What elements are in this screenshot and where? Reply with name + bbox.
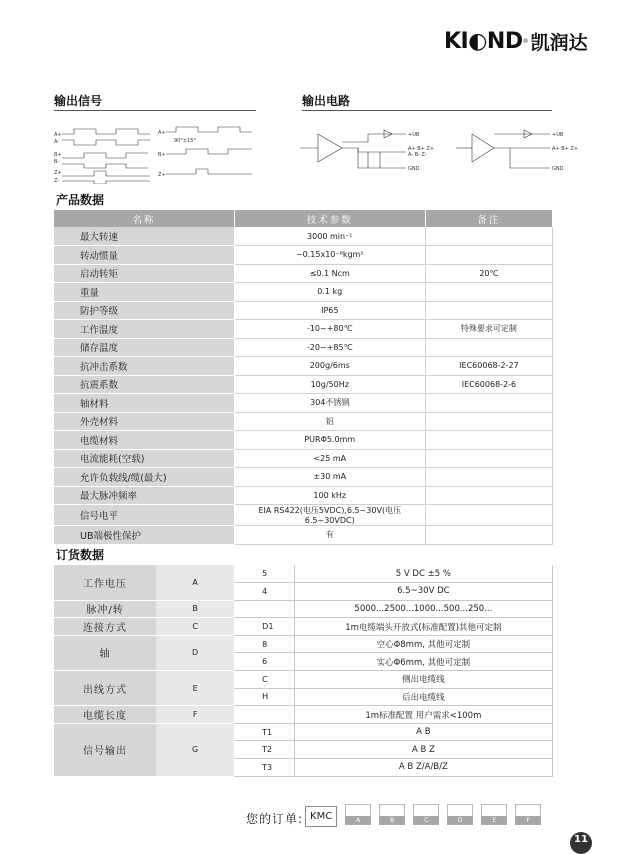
order-option-desc: 1m电缆端头开放式(标准配置)其他可定制 xyxy=(294,618,552,636)
signal-label: Z- xyxy=(54,178,60,184)
order-field-code: D xyxy=(156,635,234,670)
signal-waveform-diagram xyxy=(54,126,264,184)
order-field-name: 轴 xyxy=(54,635,156,670)
order-field-name: 电缆长度 xyxy=(54,706,156,724)
table-row xyxy=(54,375,553,394)
table-row xyxy=(54,246,553,265)
param-name: 最大转速 xyxy=(54,227,234,246)
param-value: 3000 min⁻¹ xyxy=(234,227,425,246)
table-row xyxy=(54,526,553,545)
order-option-code: H xyxy=(234,688,294,706)
table-row xyxy=(54,618,553,636)
order-option-desc: 5000...2500...1000...500...250... xyxy=(294,600,552,618)
table-row xyxy=(54,635,553,653)
param-note: IEC60068-2-6 xyxy=(425,375,552,394)
table-row xyxy=(54,338,553,357)
section-divider xyxy=(54,110,256,111)
circuit-label: A- B- Z- xyxy=(408,152,427,158)
order-code-slot[interactable] xyxy=(413,804,439,825)
column-header: 技术参数 xyxy=(234,210,425,227)
param-note xyxy=(425,468,552,487)
signal-label: B+ xyxy=(54,152,62,158)
signal-label: B+ xyxy=(158,152,166,158)
param-name: 抗震系数 xyxy=(54,375,234,394)
order-option-desc: 5 V DC ±5 % xyxy=(294,565,552,583)
table-row xyxy=(54,412,553,431)
table-row xyxy=(54,505,553,526)
order-code-builder xyxy=(246,804,541,827)
order-option-code: C xyxy=(234,671,294,689)
table-row xyxy=(54,449,553,468)
param-note xyxy=(425,431,552,450)
order-field-name: 出线方式 xyxy=(54,671,156,706)
order-field-name: 脉冲/转 xyxy=(54,600,156,618)
table-row xyxy=(54,723,553,741)
table-row xyxy=(54,227,553,246)
section-title-output-circuit: 输出电路 xyxy=(302,94,351,108)
param-value: -20~+85℃ xyxy=(234,338,425,357)
order-option-code: D1 xyxy=(234,618,294,636)
order-field-code: A xyxy=(156,565,234,600)
order-code-slot[interactable] xyxy=(379,804,405,825)
param-note xyxy=(425,486,552,505)
table-header-row xyxy=(54,210,553,227)
slot-label: D xyxy=(447,816,473,825)
param-value: -10~+80℃ xyxy=(234,320,425,339)
slot-entry[interactable] xyxy=(413,804,439,816)
slot-label: B xyxy=(379,816,405,825)
param-name: 允许负载线/缆(最大) xyxy=(54,468,234,487)
circuit-label: +UB xyxy=(408,132,420,138)
param-note xyxy=(425,449,552,468)
table-row xyxy=(54,468,553,487)
output-circuit-diagram xyxy=(298,124,578,176)
slot-entry[interactable] xyxy=(515,804,541,816)
order-option-code xyxy=(234,706,294,724)
param-name: 最大脉冲频率 xyxy=(54,486,234,505)
order-option-code: 8 xyxy=(234,635,294,653)
slot-label: C xyxy=(413,816,439,825)
param-note xyxy=(425,338,552,357)
table-row xyxy=(54,486,553,505)
signal-label: Z+ xyxy=(158,172,166,178)
slot-label: E xyxy=(481,816,507,825)
order-field-code: B xyxy=(156,600,234,618)
registered-mark: ® xyxy=(522,38,529,45)
table-row xyxy=(54,283,553,302)
table-row xyxy=(54,565,553,583)
param-name: 防护等级 xyxy=(54,301,234,320)
param-name: 轴材料 xyxy=(54,394,234,413)
order-option-desc: 后出电缆线 xyxy=(294,688,552,706)
param-note xyxy=(425,246,552,265)
param-name: 工作温度 xyxy=(54,320,234,339)
circuit-label: +UB xyxy=(552,132,564,138)
order-option-desc: 侧出电缆线 xyxy=(294,671,552,689)
order-option-code: 6 xyxy=(234,653,294,671)
param-value: <25 mA xyxy=(234,449,425,468)
section-title-order-data: 订货数据 xyxy=(56,548,105,562)
param-name: 外壳材料 xyxy=(54,412,234,431)
table-row xyxy=(54,301,553,320)
table-row xyxy=(54,706,553,724)
order-data-table xyxy=(54,565,553,777)
order-code-slot[interactable] xyxy=(345,804,371,825)
order-field-name: 连接方式 xyxy=(54,618,156,636)
circuit-label: A+ B+ Z+ xyxy=(552,146,578,152)
table-row xyxy=(54,600,553,618)
column-header: 备注 xyxy=(425,210,552,227)
param-note xyxy=(425,526,552,545)
param-value: IP65 xyxy=(234,301,425,320)
section-title-output-signal: 输出信号 xyxy=(54,94,103,108)
brand-name-cn: 凯润达 xyxy=(530,32,588,54)
param-value: PURΦ5.0mm xyxy=(234,431,425,450)
order-code-slot[interactable] xyxy=(447,804,473,825)
order-field-name: 信号输出 xyxy=(54,723,156,776)
param-name: 信号电平 xyxy=(54,505,234,526)
param-note xyxy=(425,301,552,320)
table-row xyxy=(54,671,553,689)
order-option-desc: A B Z/A/B/Z xyxy=(294,759,552,777)
order-option-code: 4 xyxy=(234,583,294,601)
order-option-desc: 实心Φ6mm, 其他可定制 xyxy=(294,653,552,671)
order-option-code: T1 xyxy=(234,723,294,741)
table-row xyxy=(54,320,553,339)
param-name: 电流能耗(空载) xyxy=(54,449,234,468)
param-note xyxy=(425,394,552,413)
section-divider xyxy=(302,110,552,111)
param-note xyxy=(425,505,552,526)
slot-entry[interactable] xyxy=(481,804,507,816)
order-option-desc: 1m标准配置 用户需求<100m xyxy=(294,706,552,724)
order-option-code: T2 xyxy=(234,741,294,759)
circuit-label: GND xyxy=(552,166,564,172)
param-note: 20℃ xyxy=(425,264,552,283)
section-title-product-data: 产品数据 xyxy=(56,193,105,207)
order-option-code: 5 xyxy=(234,565,294,583)
param-value: 0.1 kg xyxy=(234,283,425,302)
signal-label: A+ xyxy=(158,130,166,136)
brand-name: KI◐ND xyxy=(444,29,523,54)
table-row xyxy=(54,394,553,413)
table-row xyxy=(54,431,553,450)
signal-label: A+ xyxy=(54,132,62,138)
param-value: 有 xyxy=(234,526,425,545)
circuit-label: A+ B+ Z+ xyxy=(408,146,435,152)
order-field-name: 工作电压 xyxy=(54,565,156,600)
param-name: 启动转矩 xyxy=(54,264,234,283)
slot-label: F xyxy=(515,816,541,825)
slot-entry[interactable] xyxy=(345,804,371,816)
order-option-desc: A B xyxy=(294,723,552,741)
order-field-code: G xyxy=(156,723,234,776)
param-value: ±30 mA xyxy=(234,468,425,487)
param-note: 特殊要求可定制 xyxy=(425,320,552,339)
phase-label: 90°±15° xyxy=(174,138,196,144)
param-name: 重量 xyxy=(54,283,234,302)
param-value: 100 kHz xyxy=(234,486,425,505)
param-value: 200g/6ms xyxy=(234,357,425,376)
param-note: IEC60068-2-27 xyxy=(425,357,552,376)
param-name: 转动惯量 xyxy=(54,246,234,265)
order-code-prefix: KMC xyxy=(305,806,337,827)
table-row xyxy=(54,264,553,283)
param-value: 10g/50Hz xyxy=(234,375,425,394)
order-code-slot[interactable] xyxy=(481,804,507,825)
slot-entry[interactable] xyxy=(379,804,405,816)
order-field-code: E xyxy=(156,671,234,706)
product-data-table xyxy=(54,210,553,545)
order-field-code: F xyxy=(156,706,234,724)
slot-label: A xyxy=(345,816,371,825)
param-note xyxy=(425,227,552,246)
order-option-code xyxy=(234,600,294,618)
order-option-desc: A B Z xyxy=(294,741,552,759)
param-value: ≤0.1 Ncm xyxy=(234,264,425,283)
signal-label: A- xyxy=(54,139,60,145)
param-value: 铝 xyxy=(234,412,425,431)
column-header: 名称 xyxy=(54,210,234,227)
table-row xyxy=(54,357,553,376)
param-name: 储存温度 xyxy=(54,338,234,357)
brand-logo xyxy=(444,28,588,55)
order-option-desc: 空心Φ8mm, 其他可定制 xyxy=(294,635,552,653)
signal-label: B- xyxy=(54,159,60,165)
param-note xyxy=(425,412,552,431)
param-value: EIA RS422(电压5VDC),6.5~30V(电压6.5~30VDC) xyxy=(234,505,425,526)
order-field-code: C xyxy=(156,618,234,636)
page-number: 11 xyxy=(570,832,592,854)
param-name: 抗冲击系数 xyxy=(54,357,234,376)
signal-label: Z+ xyxy=(54,170,62,176)
param-value: 304不锈钢 xyxy=(234,394,425,413)
order-option-code: T3 xyxy=(234,759,294,777)
order-code-label: 您的订单: xyxy=(246,812,304,826)
circuit-label: GND xyxy=(408,166,420,172)
param-name: UB端极性保护 xyxy=(54,526,234,545)
order-code-slots xyxy=(337,804,541,825)
param-name: 电缆材料 xyxy=(54,431,234,450)
order-code-slot[interactable] xyxy=(515,804,541,825)
order-option-desc: 6.5~30V DC xyxy=(294,583,552,601)
param-value: ~0.15x10⁻⁶kgm² xyxy=(234,246,425,265)
param-note xyxy=(425,283,552,302)
slot-entry[interactable] xyxy=(447,804,473,816)
